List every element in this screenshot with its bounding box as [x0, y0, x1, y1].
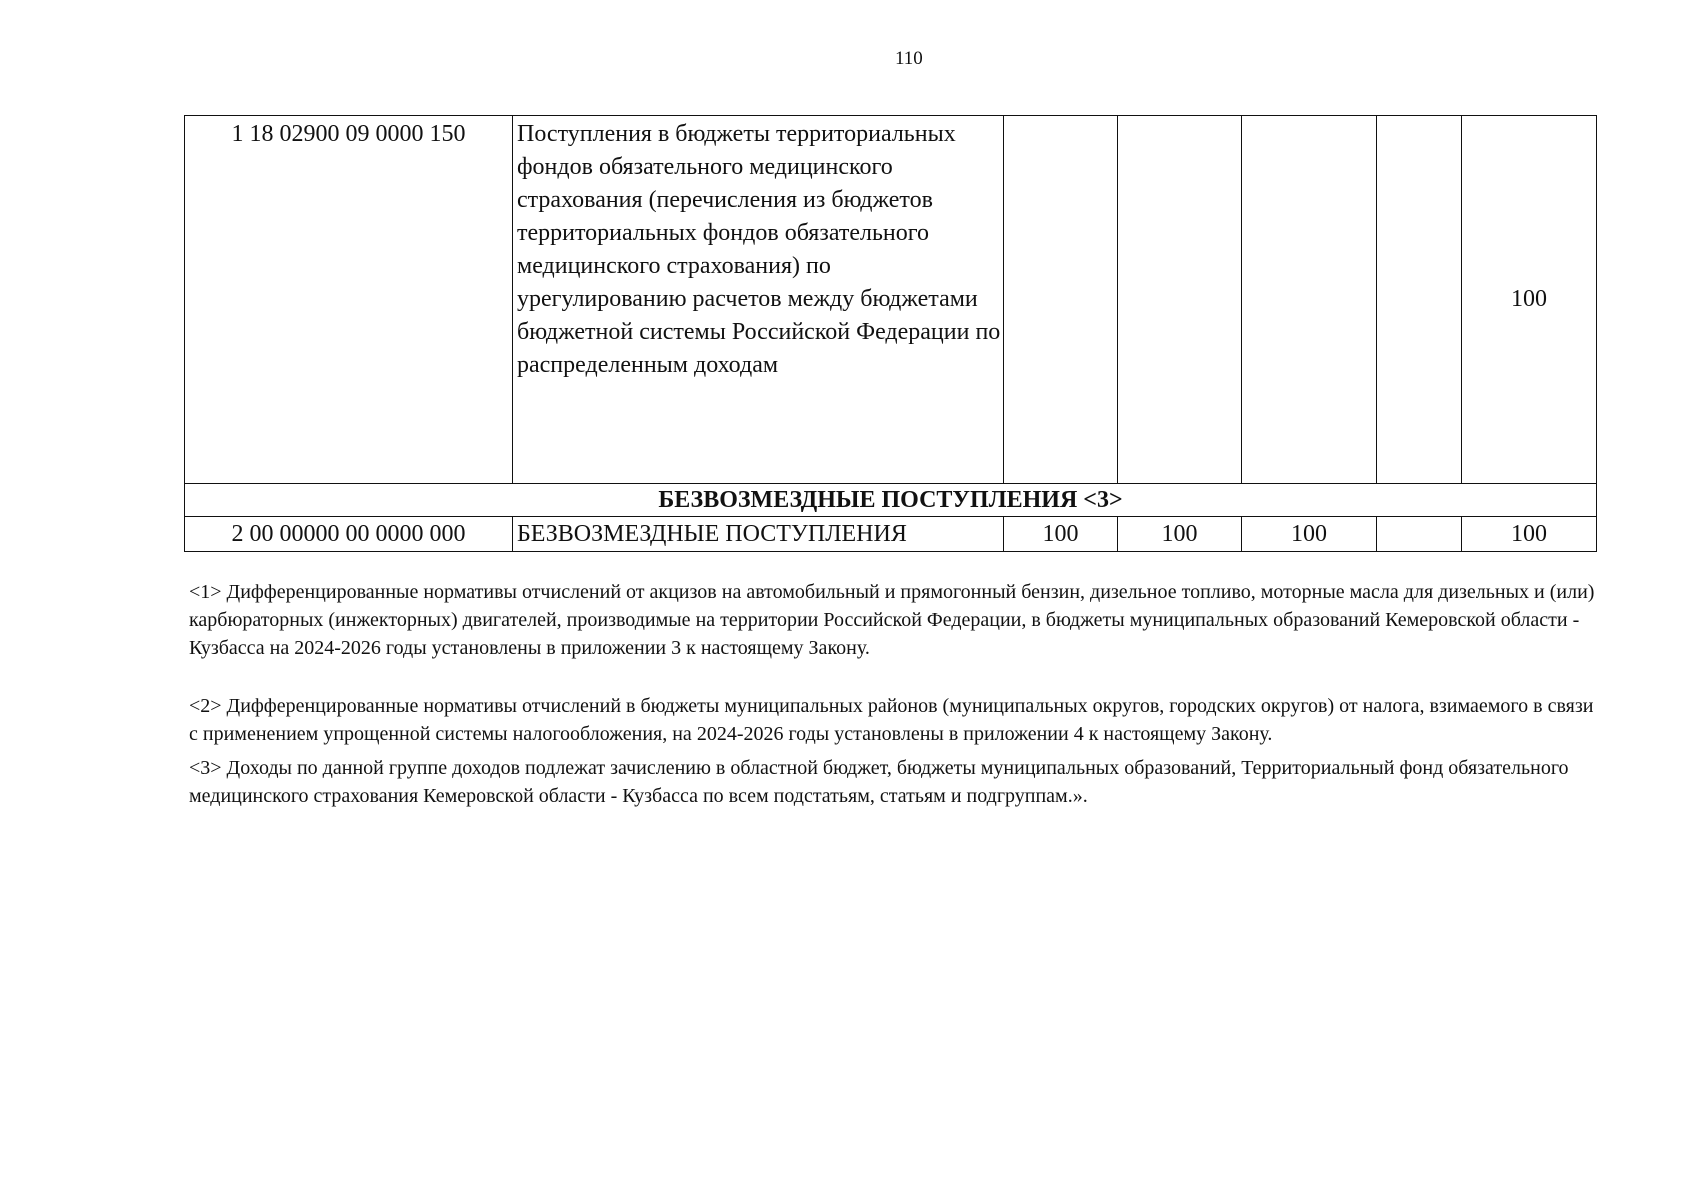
- row-value-3: [1242, 116, 1377, 484]
- page-number: 110: [895, 48, 923, 69]
- row-value-5: 100: [1462, 116, 1597, 484]
- revenue-table: [184, 115, 1597, 552]
- row-code: 2 00 00000 00 0000 000: [185, 517, 513, 552]
- section-heading-row: [185, 484, 1597, 517]
- section-heading: БЕЗВОЗМЕЗДНЫЕ ПОСТУПЛЕНИЯ <3>: [185, 484, 1597, 517]
- row-value-1: [1004, 116, 1118, 484]
- table-row: [185, 116, 1597, 484]
- row-name: Поступления в бюджеты территориальных фондов обязательного медицинского страхования (перечисления из бюджетов территориальных фондов обязательного медицинского страхования) по урегулированию расчетов между бюджетами бюджетной системы Российской Федерации по распределенным доходам: [513, 116, 1004, 484]
- row-value-2: [1118, 116, 1242, 484]
- table-row: [185, 517, 1597, 552]
- footnote-2: <2> Дифференцированные нормативы отчислений в бюджеты муниципальных районов (муниципальных округов, городских округов) от налога, взимаемого в связи с применением упрощенной системы налогообложения, на 2024-2026 годы установлены в приложении 4 к настоящему Закону.: [189, 695, 1594, 745]
- row-value-1: 100: [1004, 517, 1118, 552]
- footnotes: [189, 578, 1599, 810]
- footnote-3: <3> Доходы по данной группе доходов подлежат зачислению в областной бюджет, бюджеты муниципальных образований, Территориальный фонд обязательного медицинского страхования Кемеровской области - Кузбасса по всем подстатьям, статьям и подгруппам.».: [189, 757, 1569, 807]
- row-value-2: 100: [1118, 517, 1242, 552]
- row-value-4: [1377, 517, 1462, 552]
- footnote-1: <1> Дифференцированные нормативы отчислений от акцизов на автомобильный и прямогонный бензин, дизельное топливо, моторные масла для дизельных и (или) карбюраторных (инжекторных) двигателей, производимые на территории Российской Федерации, в бюджеты муниципальных образований Кемеровской области - Кузбасса на 2024-2026 годы установлены в приложении 3 к настоящему Закону.: [189, 581, 1595, 659]
- row-name: БЕЗВОЗМЕЗДНЫЕ ПОСТУПЛЕНИЯ: [513, 517, 1004, 552]
- row-value-4: [1377, 116, 1462, 484]
- row-value-3: 100: [1242, 517, 1377, 552]
- row-code: 1 18 02900 09 0000 150: [185, 116, 513, 484]
- row-value-5: 100: [1462, 517, 1597, 552]
